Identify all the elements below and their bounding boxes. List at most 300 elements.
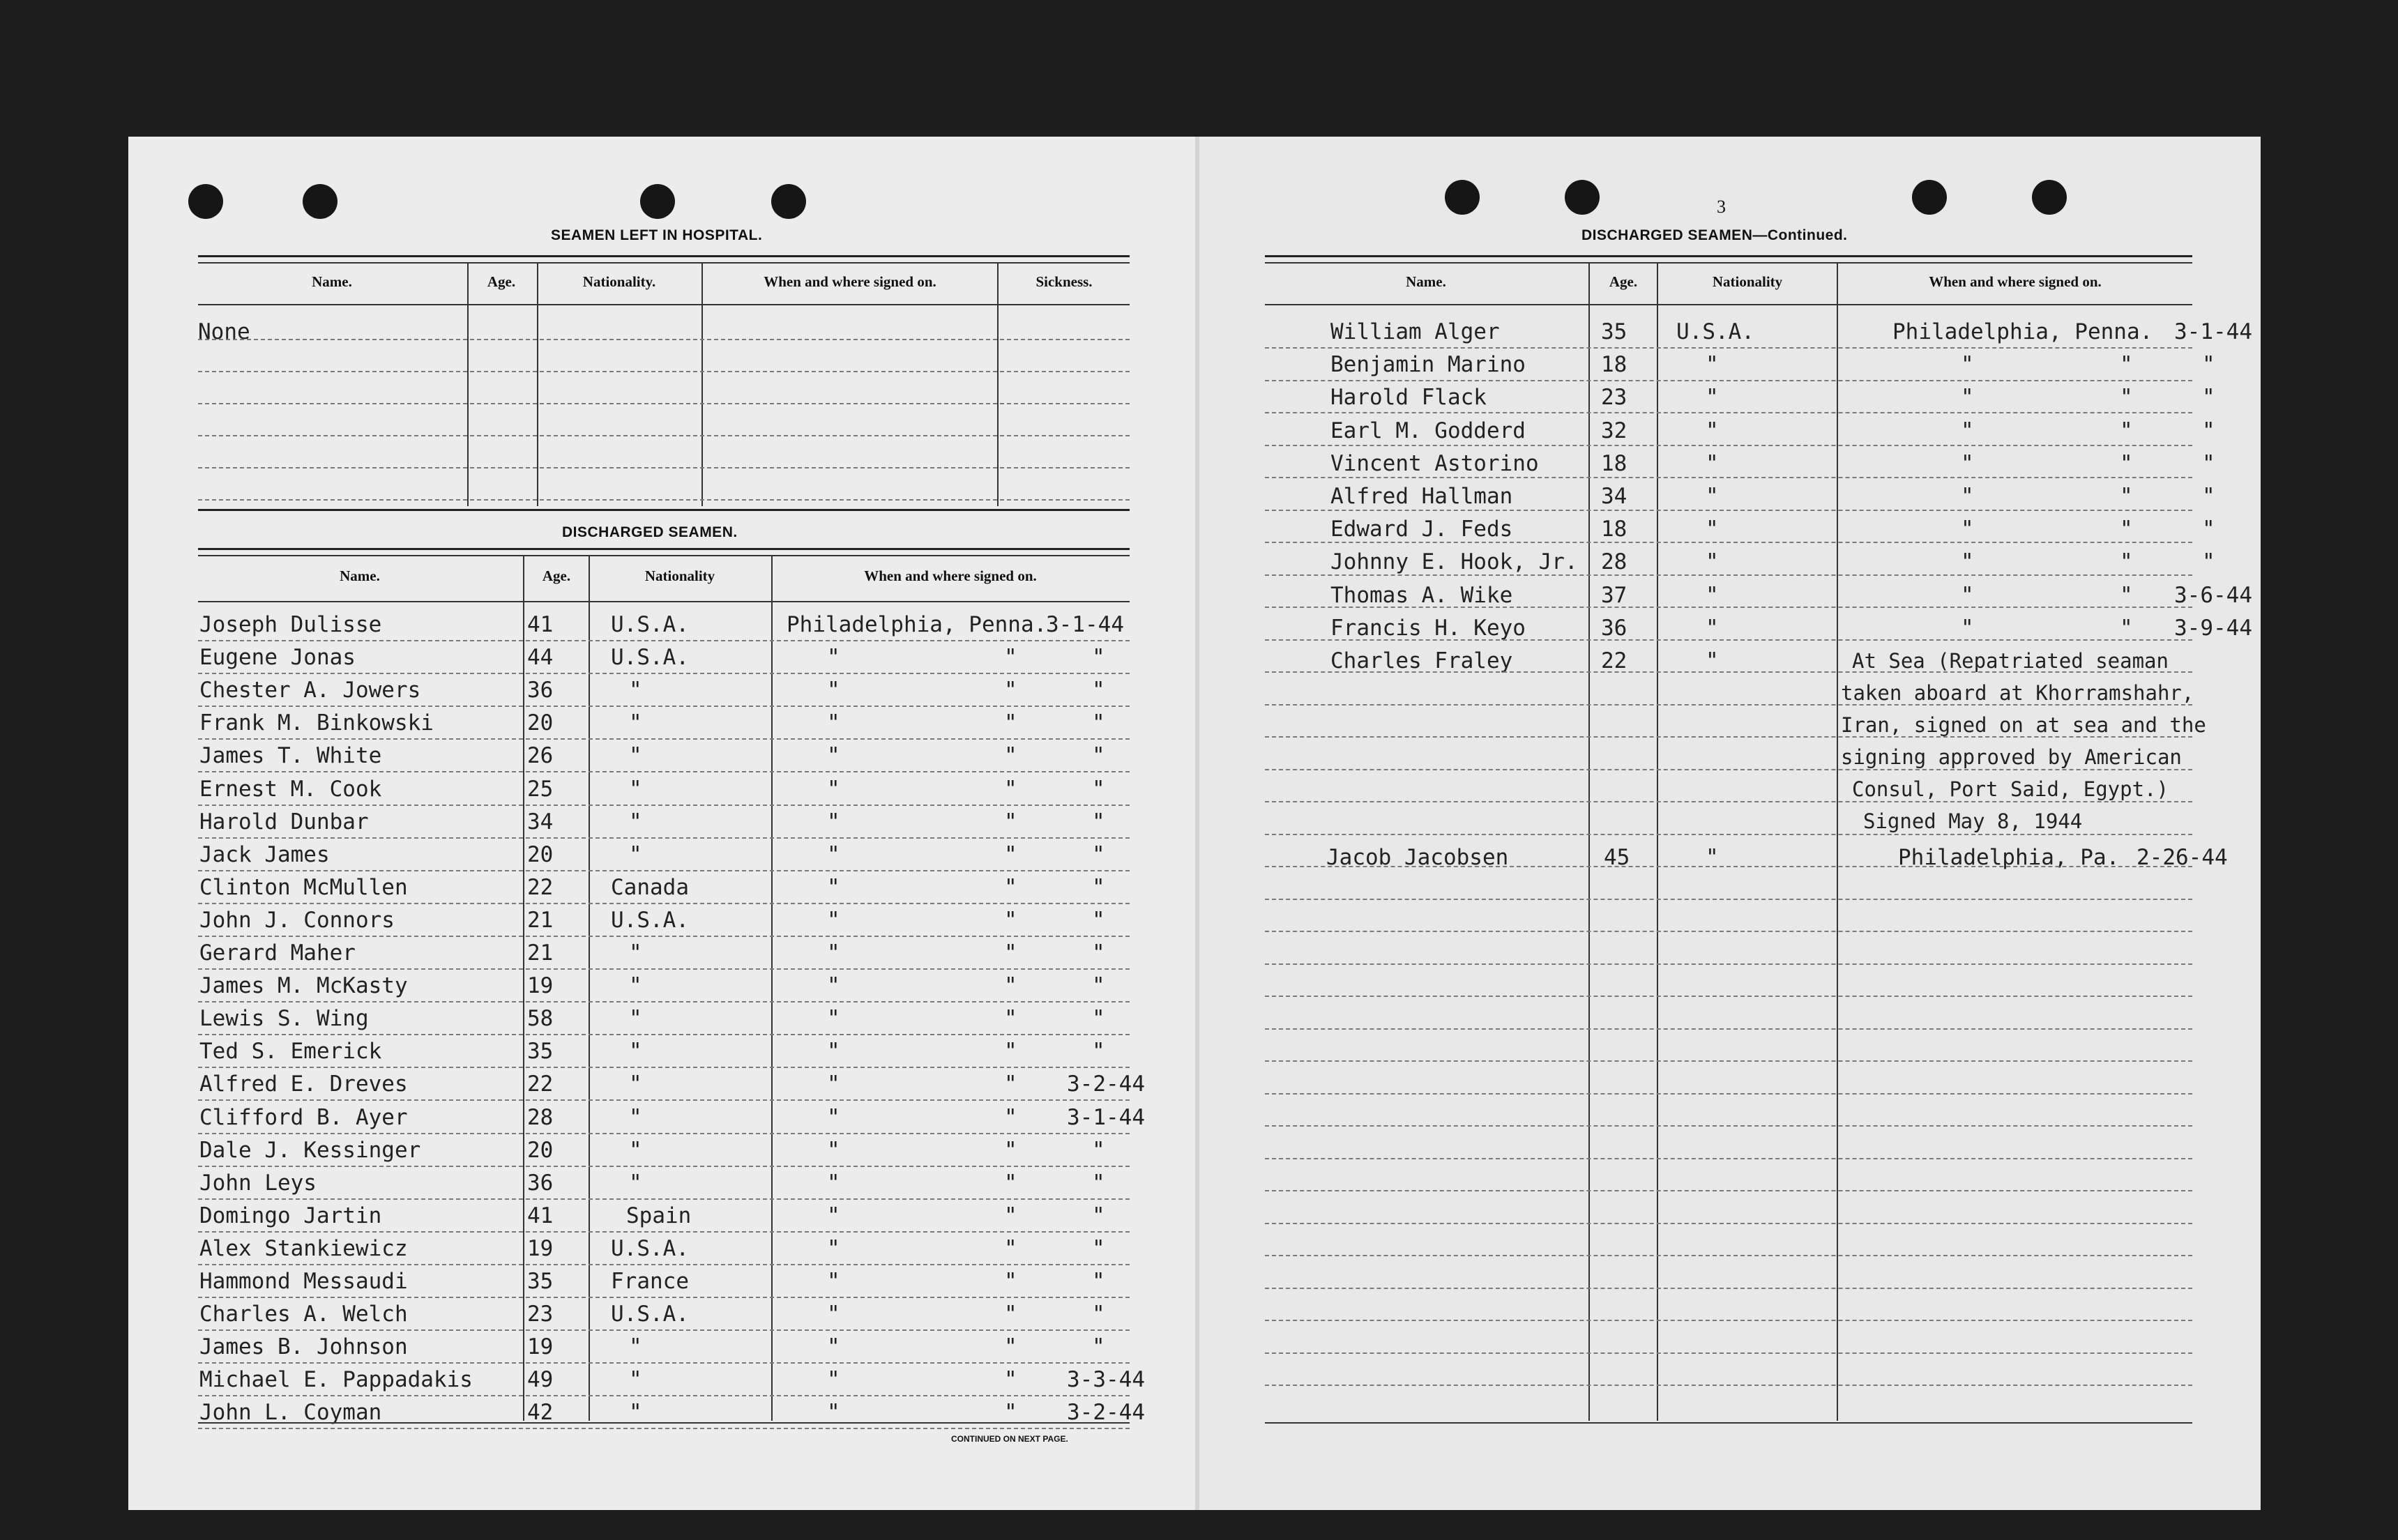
signed-on-place: "	[827, 1039, 840, 1064]
row-rule	[198, 403, 1130, 404]
rule	[198, 555, 1130, 556]
seaman-name: Alfred Hallman	[1330, 484, 1513, 509]
column-divider	[1588, 264, 1590, 1421]
column-divider	[997, 264, 999, 506]
seaman-age: 35	[527, 1269, 554, 1294]
signed-on-ditto: "	[2120, 549, 2133, 574]
signed-on-place: "	[1961, 385, 1974, 410]
row-rule	[1265, 1288, 2192, 1289]
repatriation-note: signing approved by American	[1841, 745, 2182, 769]
row-rule	[198, 371, 1130, 372]
row-rule	[1265, 801, 2192, 802]
signed-on-ditto: "	[1004, 777, 1017, 802]
seaman-age: 58	[527, 1006, 554, 1031]
seaman-nationality: "	[1706, 845, 1719, 870]
signed-on-place: "	[827, 1138, 840, 1163]
seaman-age: 34	[1601, 484, 1627, 509]
seaman-age: 35	[527, 1039, 554, 1064]
column-divider	[1657, 264, 1658, 1421]
signed-on-date: "	[1092, 1006, 1105, 1031]
punch-hole	[1912, 180, 1947, 215]
punch-hole	[1445, 180, 1480, 215]
signed-on-place: "	[1961, 352, 1974, 377]
signed-on-date: "	[1092, 743, 1105, 768]
seaman-name: Hammond Messaudi	[199, 1269, 408, 1294]
row-rule	[198, 499, 1130, 501]
row-rule	[1265, 1028, 2192, 1030]
signed-on-date: "	[1092, 678, 1105, 703]
seaman-nationality: "	[629, 842, 642, 867]
rule	[1265, 255, 2192, 257]
seaman-age: 28	[527, 1105, 554, 1130]
seaman-nationality: "	[1706, 385, 1719, 410]
seaman-name: Benjamin Marino	[1330, 352, 1526, 377]
signed-on-date: "	[1092, 973, 1105, 998]
signed-on-place: "	[827, 1367, 840, 1392]
row-rule	[198, 805, 1130, 806]
hospital-col-signed-on: When and where signed on.	[764, 273, 936, 290]
signed-on-date: "	[2202, 549, 2215, 574]
seaman-nationality: U.S.A.	[611, 1236, 689, 1261]
seaman-nationality: France	[611, 1269, 689, 1294]
row-rule	[1265, 931, 2192, 932]
signed-on-place: "	[827, 1105, 840, 1130]
seaman-nationality: Spain	[626, 1203, 692, 1228]
punch-hole	[2032, 180, 2067, 215]
row-rule	[1265, 704, 2192, 706]
seaman-nationality: "	[629, 1072, 642, 1097]
signed-on-ditto: "	[1004, 1203, 1017, 1228]
discharged-col-name: Name.	[340, 567, 380, 584]
seaman-name: John Leys	[199, 1171, 317, 1196]
row-rule	[1265, 1352, 2192, 1354]
seaman-nationality: "	[629, 1105, 642, 1130]
seaman-name: Clinton McMullen	[199, 875, 408, 900]
seaman-nationality: "	[629, 1334, 642, 1359]
signed-on-date: "	[1092, 1302, 1105, 1327]
seaman-name: Frank M. Binkowski	[199, 710, 434, 735]
row-rule	[1265, 866, 2192, 867]
signed-on-date: "	[2202, 418, 2215, 443]
signed-on-place: "	[827, 1269, 840, 1294]
seaman-name: James B. Johnson	[199, 1334, 408, 1359]
punch-hole	[1565, 180, 1600, 215]
seaman-age: 26	[527, 743, 554, 768]
seaman-age: 34	[527, 809, 554, 834]
signed-on-place: "	[1961, 484, 1974, 509]
row-rule	[1265, 736, 2192, 738]
signed-on-place: "	[1961, 517, 1974, 542]
signed-on-ditto: "	[1004, 973, 1017, 998]
row-rule	[1265, 380, 2192, 381]
row-rule	[1265, 834, 2192, 835]
seaman-name: James M. McKasty	[199, 973, 408, 998]
punch-hole	[188, 184, 223, 219]
rule	[198, 509, 1130, 511]
seaman-age: 21	[527, 940, 554, 966]
row-rule	[198, 467, 1130, 468]
row-rule	[1265, 1385, 2192, 1386]
signed-on-date: 3-2-44	[1067, 1072, 1145, 1097]
seaman-age: 18	[1601, 352, 1627, 377]
row-rule	[198, 1362, 1130, 1364]
signed-on-place: "	[827, 645, 840, 670]
right-col-signed-on: When and where signed on.	[1929, 273, 2102, 290]
row-rule	[198, 1099, 1130, 1101]
row-rule	[198, 1297, 1130, 1298]
seaman-age: 22	[527, 1072, 554, 1097]
seaman-nationality: "	[1706, 648, 1719, 673]
seaman-nationality: "	[629, 1171, 642, 1196]
row-rule	[1265, 1158, 2192, 1159]
row-rule	[1265, 1320, 2192, 1321]
column-divider	[467, 264, 469, 506]
row-rule	[198, 1395, 1130, 1396]
row-rule	[198, 339, 1130, 340]
row-rule	[1265, 445, 2192, 446]
signed-on-place: "	[1961, 583, 1974, 608]
signed-on-ditto: "	[1004, 1105, 1017, 1130]
signed-on-date: "	[1092, 645, 1105, 670]
seaman-name: James T. White	[199, 743, 382, 768]
seaman-name: Harold Flack	[1330, 385, 1487, 410]
row-rule	[198, 1198, 1130, 1200]
signed-on-ditto: "	[1004, 842, 1017, 867]
rule	[198, 601, 1130, 602]
discharged-col-nationality: Nationality	[644, 567, 715, 584]
hospital-col-name: Name.	[312, 273, 352, 290]
seaman-nationality: U.S.A.	[1676, 319, 1754, 344]
seaman-nationality: "	[629, 743, 642, 768]
signed-on-ditto: "	[1004, 1072, 1017, 1097]
row-rule	[1265, 1093, 2192, 1095]
row-rule	[198, 936, 1130, 937]
seaman-name: Thomas A. Wike	[1330, 583, 1513, 608]
row-rule	[198, 1231, 1130, 1233]
signed-on-date: 3-3-44	[1067, 1367, 1145, 1392]
seaman-name: Charles Fraley	[1330, 648, 1513, 673]
hospital-entry: None	[198, 319, 250, 344]
seaman-nationality: "	[1706, 583, 1719, 608]
seaman-age: 42	[527, 1400, 554, 1425]
row-rule	[1265, 347, 2192, 349]
signed-on-place: Philadelphia, Penna.	[1892, 319, 2153, 344]
punch-hole	[771, 184, 806, 219]
seaman-nationality: "	[1706, 616, 1719, 641]
signed-on-ditto: "	[1004, 1236, 1017, 1261]
row-rule	[198, 1264, 1130, 1265]
row-rule	[198, 640, 1130, 641]
seaman-name: Domingo Jartin	[199, 1203, 382, 1228]
seaman-age: 18	[1601, 517, 1627, 542]
signed-on-place: "	[827, 678, 840, 703]
signed-on-ditto: "	[1004, 1006, 1017, 1031]
seaman-name: Alfred E. Dreves	[199, 1072, 408, 1097]
seaman-age: 41	[527, 1203, 554, 1228]
row-rule	[198, 1428, 1130, 1429]
signed-on-ditto: "	[2120, 385, 2133, 410]
seaman-name: Francis H. Keyo	[1330, 616, 1526, 641]
signed-on-place: "	[827, 777, 840, 802]
seaman-nationality: "	[629, 710, 642, 735]
seaman-nationality: "	[629, 1400, 642, 1425]
repatriation-note: At Sea (Repatriated seaman	[1852, 649, 2169, 673]
column-divider	[1837, 264, 1838, 1421]
row-rule	[1265, 510, 2192, 511]
row-rule	[198, 870, 1130, 871]
signed-on-ditto: "	[1004, 710, 1017, 735]
signed-on-date: 3-1-44	[1067, 1105, 1145, 1130]
signed-on-date: "	[2202, 385, 2215, 410]
continued-title: DISCHARGED SEAMEN—Continued.	[1581, 227, 1848, 243]
seaman-name: John L. Coyman	[199, 1400, 382, 1425]
page-fold	[1195, 137, 1199, 1510]
discharged-col-signed-on: When and where signed on.	[864, 567, 1037, 584]
row-rule	[198, 837, 1130, 839]
seaman-name: Lewis S. Wing	[199, 1006, 369, 1031]
seaman-age: 18	[1601, 451, 1627, 476]
row-rule	[1265, 1125, 2192, 1127]
row-rule	[198, 1067, 1130, 1068]
seaman-nationality: U.S.A.	[611, 612, 689, 637]
repatriation-note: taken aboard at Khorramshahr,	[1841, 681, 2194, 705]
signed-on-date: 3-9-44	[2174, 616, 2252, 641]
right-col-age: Age.	[1609, 273, 1638, 290]
signed-on-ditto: "	[1004, 678, 1017, 703]
seaman-name: Charles A. Welch	[199, 1302, 408, 1327]
signed-on-date: "	[1092, 1334, 1105, 1359]
column-divider	[701, 264, 703, 506]
seaman-nationality: "	[629, 1039, 642, 1064]
hospital-col-sickness: Sickness.	[1035, 273, 1093, 290]
seaman-name: Clifford B. Ayer	[199, 1105, 408, 1130]
seaman-name: Ernest M. Cook	[199, 777, 382, 802]
seaman-age: 41	[527, 612, 554, 637]
seaman-name: Jack James	[199, 842, 330, 867]
seaman-name: Johnny E. Hook, Jr.	[1330, 549, 1578, 574]
signed-on-place: "	[827, 1236, 840, 1261]
signed-on-place: Philadelphia, Penna.	[787, 612, 1047, 637]
right-col-nationality: Nationality	[1712, 273, 1783, 290]
column-divider	[589, 556, 590, 1421]
row-rule	[198, 1133, 1130, 1134]
column-divider	[537, 264, 538, 506]
signed-on-date: "	[1092, 710, 1105, 735]
signed-on-place: "	[827, 1334, 840, 1359]
signed-on-date: "	[1092, 875, 1105, 900]
signed-on-date: "	[1092, 1171, 1105, 1196]
seaman-name: William Alger	[1330, 319, 1500, 344]
signed-on-ditto: "	[1004, 1138, 1017, 1163]
signed-on-place: "	[827, 908, 840, 933]
seaman-name: Gerard Maher	[199, 940, 356, 966]
row-rule	[1265, 769, 2192, 770]
rule	[198, 548, 1130, 550]
seaman-name: Edward J. Feds	[1330, 517, 1513, 542]
signed-on-date: "	[1092, 1138, 1105, 1163]
seaman-age: 20	[527, 710, 554, 735]
signed-on-place: "	[827, 842, 840, 867]
discharged-title: DISCHARGED SEAMEN.	[562, 524, 738, 540]
signed-on-date: 3-1-44	[1046, 612, 1124, 637]
page-number: 3	[1717, 197, 1726, 217]
seaman-nationality: "	[629, 973, 642, 998]
seaman-nationality: "	[1706, 484, 1719, 509]
row-rule	[1265, 963, 2192, 965]
signed-on-place: "	[827, 1072, 840, 1097]
seaman-name: Chester A. Jowers	[199, 678, 421, 703]
seaman-nationality: "	[629, 1367, 642, 1392]
seaman-nationality: "	[1706, 517, 1719, 542]
signed-on-ditto: "	[1004, 809, 1017, 834]
signed-on-date: 3-1-44	[2174, 319, 2252, 344]
right-col-name: Name.	[1406, 273, 1446, 290]
signed-on-ditto: "	[1004, 743, 1017, 768]
signed-on-place: "	[827, 940, 840, 966]
repatriation-note: Consul, Port Said, Egypt.)	[1852, 777, 2169, 801]
row-rule	[198, 673, 1130, 674]
seaman-age: 28	[1601, 549, 1627, 574]
row-rule	[1265, 477, 2192, 478]
rule	[1265, 1422, 2192, 1424]
row-rule	[1265, 542, 2192, 543]
signed-on-ditto: "	[1004, 1367, 1017, 1392]
signed-on-date: "	[1092, 842, 1105, 867]
signed-on-ditto: "	[2120, 418, 2133, 443]
signed-on-date: "	[1092, 777, 1105, 802]
rule	[1265, 304, 2192, 305]
seaman-nationality: "	[629, 1138, 642, 1163]
row-rule	[1265, 607, 2192, 608]
seaman-name: Joseph Dulisse	[199, 612, 382, 637]
seaman-age: 49	[527, 1367, 554, 1392]
signed-on-place: "	[1961, 549, 1974, 574]
seaman-nationality: "	[629, 940, 642, 966]
row-rule	[1265, 671, 2192, 673]
seaman-name: Dale J. Kessinger	[199, 1138, 421, 1163]
signed-on-date: "	[1092, 1039, 1105, 1064]
signed-on-ditto: "	[2120, 451, 2133, 476]
seaman-age: 23	[527, 1302, 554, 1327]
seaman-age: 25	[527, 777, 554, 802]
signed-on-place: "	[1961, 451, 1974, 476]
seaman-name: Earl M. Godderd	[1330, 418, 1526, 443]
signed-on-place: "	[827, 1171, 840, 1196]
seaman-age: 19	[527, 1334, 554, 1359]
signed-on-place: "	[827, 1203, 840, 1228]
row-rule	[198, 1034, 1130, 1035]
signed-on-ditto: "	[1004, 908, 1017, 933]
seaman-age: 20	[527, 1138, 554, 1163]
signed-on-ditto: "	[1004, 1039, 1017, 1064]
seaman-nationality: "	[1706, 418, 1719, 443]
signed-on-place: "	[1961, 418, 1974, 443]
seaman-age: 36	[527, 1171, 554, 1196]
signed-on-date: 2-26-44	[2137, 845, 2228, 870]
signed-on-ditto: "	[1004, 875, 1017, 900]
seaman-name: Jacob Jacobsen	[1326, 845, 1509, 870]
seaman-age: 36	[1601, 616, 1627, 641]
signed-on-place: "	[827, 1400, 840, 1425]
signed-on-ditto: "	[1004, 1302, 1017, 1327]
row-rule	[1265, 899, 2192, 900]
seaman-name: Vincent Astorino	[1330, 451, 1539, 476]
signed-on-ditto: "	[2120, 517, 2133, 542]
seaman-nationality: "	[629, 777, 642, 802]
signed-on-place: "	[827, 973, 840, 998]
repatriation-note: Signed May 8, 1944	[1863, 809, 2083, 833]
seaman-nationality: "	[1706, 549, 1719, 574]
signed-on-date: "	[1092, 1269, 1105, 1294]
seaman-name: Alex Stankiewicz	[199, 1236, 408, 1261]
rule	[198, 255, 1130, 257]
signed-on-ditto: "	[2120, 616, 2133, 641]
row-rule	[198, 1166, 1130, 1167]
signed-on-date: "	[2202, 352, 2215, 377]
row-rule	[1265, 996, 2192, 997]
signed-on-place: Philadelphia, Pa.	[1898, 845, 2120, 870]
signed-on-place: "	[827, 1006, 840, 1031]
signed-on-ditto: "	[1004, 1334, 1017, 1359]
seaman-nationality: "	[629, 678, 642, 703]
signed-on-date: "	[1092, 940, 1105, 966]
signed-on-ditto: "	[2120, 352, 2133, 377]
row-rule	[1265, 639, 2192, 641]
discharged-col-age: Age.	[542, 567, 571, 584]
hospital-title: SEAMEN LEFT IN HOSPITAL.	[551, 227, 763, 243]
row-rule	[198, 903, 1130, 904]
signed-on-place: "	[827, 809, 840, 834]
seaman-nationality: U.S.A.	[611, 908, 689, 933]
rule	[198, 262, 1130, 264]
signed-on-ditto: "	[1004, 1269, 1017, 1294]
row-rule	[198, 1001, 1130, 1002]
seaman-name: Harold Dunbar	[199, 809, 369, 834]
signed-on-place: "	[827, 1302, 840, 1327]
signed-on-date: "	[1092, 1203, 1105, 1228]
signed-on-ditto: "	[1004, 645, 1017, 670]
row-rule	[1265, 1255, 2192, 1256]
seaman-age: 23	[1601, 385, 1627, 410]
signed-on-place: "	[827, 710, 840, 735]
seaman-nationality: Canada	[611, 875, 689, 900]
seaman-age: 20	[527, 842, 554, 867]
signed-on-place: "	[827, 743, 840, 768]
punch-hole	[303, 184, 337, 219]
row-rule	[1265, 574, 2192, 576]
seaman-name: Ted S. Emerick	[199, 1039, 382, 1064]
signed-on-date: "	[2202, 451, 2215, 476]
rule	[198, 304, 1130, 305]
row-rule	[198, 771, 1130, 772]
row-rule	[198, 435, 1130, 436]
signed-on-date: "	[1092, 908, 1105, 933]
row-rule	[1265, 1060, 2192, 1062]
signed-on-date: "	[1092, 809, 1105, 834]
signed-on-ditto: "	[1004, 940, 1017, 966]
signed-on-ditto: "	[1004, 1171, 1017, 1196]
seaman-age: 21	[527, 908, 554, 933]
row-rule	[1265, 1190, 2192, 1191]
signed-on-ditto: "	[2120, 484, 2133, 509]
seaman-name: Michael E. Pappadakis	[199, 1367, 473, 1392]
signed-on-ditto: "	[2120, 583, 2133, 608]
rule	[1265, 262, 2192, 264]
signed-on-place: "	[827, 875, 840, 900]
seaman-nationality: "	[629, 1006, 642, 1031]
signed-on-ditto: "	[1004, 1400, 1017, 1425]
seaman-age: 22	[1601, 648, 1627, 673]
